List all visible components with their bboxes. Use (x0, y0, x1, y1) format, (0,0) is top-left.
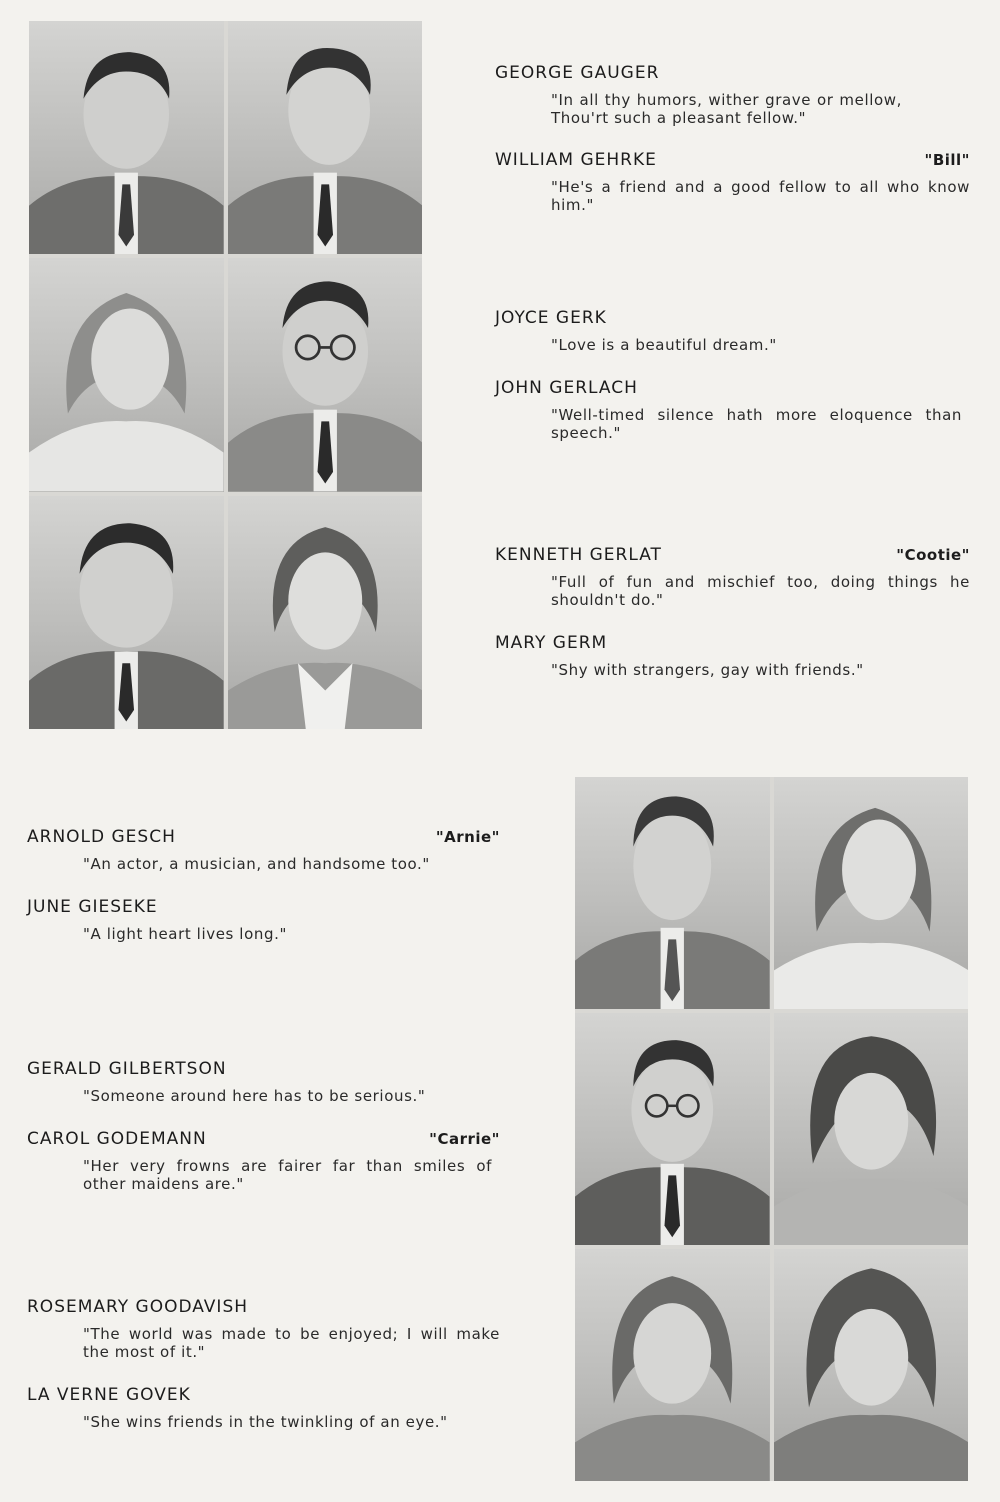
student-quote: "Someone around here has to be serious." (83, 1087, 426, 1105)
bottom-photo-grid (575, 777, 968, 1481)
student-quote: "Well-timed silence hath more eloquence than speech." (551, 406, 962, 442)
entry-mary-germ (495, 633, 970, 679)
entry-rosemary-goodavish (27, 1297, 500, 1361)
student-name: JOYCE GERK (495, 308, 607, 328)
student-nickname: "Cootie" (896, 546, 970, 564)
student-name: CAROL GODEMANN (27, 1129, 207, 1149)
student-quote: "Her very frowns are fairer far than smiles of other maidens are." (83, 1157, 492, 1193)
portrait-john-gerlach (228, 258, 423, 491)
student-nickname: "Carrie" (429, 1130, 500, 1148)
entry-arnold-gesch (27, 827, 500, 873)
student-quote: "The world was made to be enjoyed; I will make the most of it." (83, 1325, 500, 1361)
entry-john-gerlach (495, 378, 970, 442)
entry-carol-godemann (27, 1129, 500, 1193)
student-quote: "She wins friends in the twinkling of an eye." (83, 1413, 448, 1431)
top-photo-grid (29, 21, 422, 729)
portrait-june-gieseke (774, 777, 969, 1009)
student-name: GERALD GILBERTSON (27, 1059, 227, 1079)
student-quote: "A light heart lives long." (83, 925, 287, 943)
student-name: JOHN GERLACH (495, 378, 638, 398)
portrait-william-gehrke (228, 21, 423, 254)
portrait-gerald-gilbertson (575, 1013, 770, 1245)
student-name: JUNE GIESEKE (27, 897, 158, 917)
student-name: LA VERNE GOVEK (27, 1385, 191, 1405)
portrait-arnold-gesch (575, 777, 770, 1009)
student-name: WILLIAM GEHRKE (495, 150, 657, 170)
student-quote: "He's a friend and a good fellow to all who know him." (551, 178, 970, 214)
portrait-george-gauger (29, 21, 224, 254)
student-quote: "Shy with strangers, gay with friends." (551, 661, 864, 679)
portrait-kenneth-gerlat (29, 496, 224, 729)
student-name: KENNETH GERLAT (495, 545, 662, 565)
portrait-rosemary-goodavish (575, 1249, 770, 1481)
entry-joyce-gerk (495, 308, 970, 354)
student-quote: "Love is a beautiful dream." (551, 336, 777, 354)
student-name: MARY GERM (495, 633, 608, 653)
student-name: ARNOLD GESCH (27, 827, 176, 847)
student-quote: "An actor, a musician, and handsome too." (83, 855, 430, 873)
entry-gerald-gilbertson (27, 1059, 500, 1105)
portrait-joyce-gerk (29, 258, 224, 491)
portrait-carol-godemann (774, 1013, 969, 1245)
portrait-mary-germ (228, 496, 423, 729)
entry-june-gieseke (27, 897, 500, 943)
student-name: ROSEMARY GOODAVISH (27, 1297, 249, 1317)
entry-kenneth-gerlat (495, 545, 970, 609)
student-quote: "Full of fun and mischief too, doing things he shouldn't do." (551, 573, 970, 609)
portrait-la-verne-govek (774, 1249, 969, 1481)
student-nickname: "Bill" (924, 151, 970, 169)
student-name: GEORGE GAUGER (495, 63, 660, 83)
entry-william-gehrke (495, 150, 970, 214)
entry-la-verne-govek (27, 1385, 500, 1431)
entry-george-gauger (495, 63, 970, 127)
student-quote: "In all thy humors, wither grave or mellow, Thou'rt such a pleasant fellow." (551, 91, 902, 127)
student-nickname: "Arnie" (435, 828, 500, 846)
